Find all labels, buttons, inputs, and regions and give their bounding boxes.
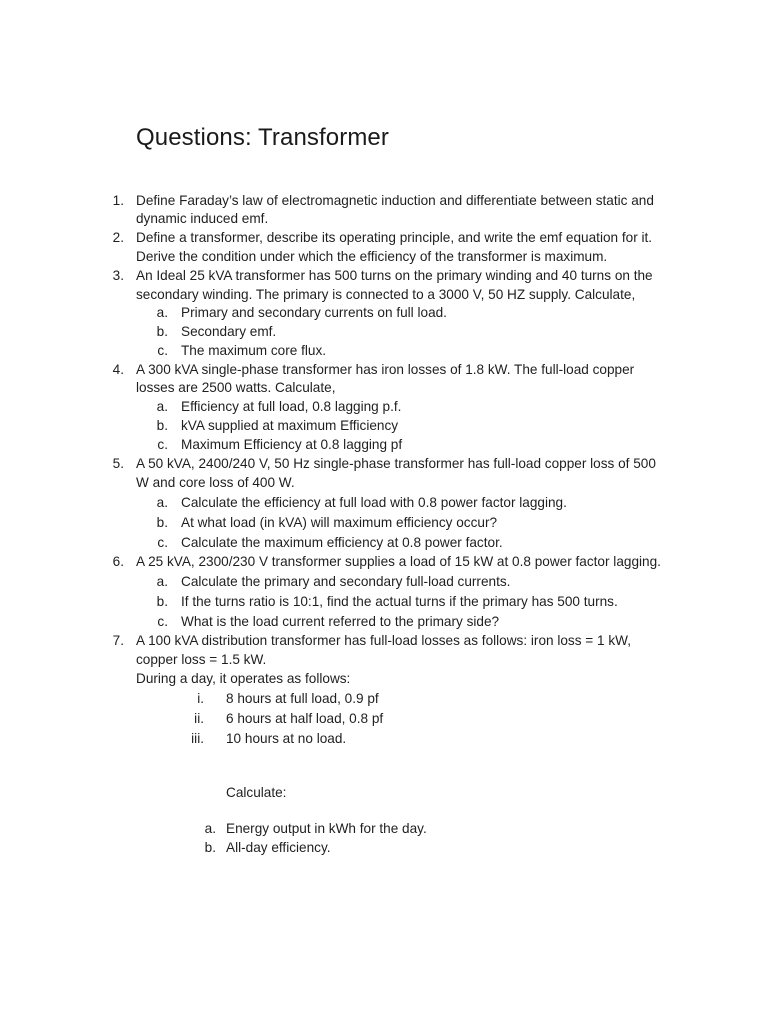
question-7-roman-iii-label: iii. <box>191 731 204 746</box>
question-4-sub-c-text: Maximum Efficiency at 0.8 lagging pf <box>181 437 403 452</box>
question-1-line-1: Define Faraday’s law of electromagnetic induction and differentiate between static and <box>136 193 654 208</box>
question-6-sub-a-text: Calculate the primary and secondary full-load currents. <box>181 574 511 589</box>
question-3-sub-a-text: Primary and secondary currents on full load. <box>181 305 447 320</box>
page-title: Questions: Transformer <box>136 124 389 151</box>
question-5-number: 5. <box>112 456 124 471</box>
question-2-number: 2. <box>112 230 124 245</box>
question-7-roman-i-label: i. <box>197 691 204 706</box>
question-6-number: 6. <box>112 554 124 569</box>
question-4-sub-b-label: b. <box>156 418 168 433</box>
question-6-sub-b-text: If the turns ratio is 10:1, find the actual turns if the primary has 500 turns. <box>181 594 618 609</box>
question-7-line-3: During a day, it operates as follows: <box>136 671 351 686</box>
question-6-sub-a-label: a. <box>156 574 168 589</box>
question-7-roman-ii-label: ii. <box>194 711 204 726</box>
question-1-line-2: dynamic induced emf. <box>136 211 269 226</box>
question-2-line-1: Define a transformer, describe its operating principle, and write the emf equation for it. <box>136 230 653 245</box>
question-4-sub-a-text: Efficiency at full load, 0.8 lagging p.f. <box>181 399 402 414</box>
question-3-sub-c-label: c. <box>157 343 168 358</box>
question-6-sub-c-label: c. <box>157 614 168 629</box>
question-3-number: 3. <box>112 268 124 283</box>
question-4-line-1: A 300 kVA single-phase transformer has iron losses of 1.8 kW. The full-load copper <box>136 362 635 377</box>
question-4-sub-c-label: c. <box>157 437 168 452</box>
question-5-line-2: W and core loss of 400 W. <box>136 475 295 490</box>
question-5-sub-c-text: Calculate the maximum efficiency at 0.8 power factor. <box>181 535 503 550</box>
question-7-sub-b-label: b. <box>204 840 216 855</box>
question-6-sub-c-text: What is the load current referred to the primary side? <box>181 614 500 629</box>
question-7-sub-a-text: Energy output in kWh for the day. <box>226 821 427 836</box>
question-5-sub-a-label: a. <box>156 495 168 510</box>
question-7-line-2: copper loss = 1.5 kW. <box>136 652 267 667</box>
question-1-number: 1. <box>112 193 124 208</box>
question-7-line-1: A 100 kVA distribution transformer has full-load losses as follows: iron loss = 1 kW, <box>136 633 632 648</box>
question-7-number: 7. <box>112 633 124 648</box>
question-2-line-2: Derive the condition under which the efficiency of the transformer is maximum. <box>136 249 608 264</box>
question-5-sub-b-label: b. <box>156 515 168 530</box>
question-4-line-2: losses are 2500 watts. Calculate, <box>136 380 336 395</box>
question-3-sub-b-text: Secondary emf. <box>181 324 277 339</box>
question-5-sub-a-text: Calculate the efficiency at full load with 0.8 power factor lagging. <box>181 495 567 510</box>
question-5-sub-b-text: At what load (in kVA) will maximum efficiency occur? <box>181 515 498 530</box>
question-6-sub-b-label: b. <box>156 594 168 609</box>
question-6-line-1: A 25 kVA, 2300/230 V transformer supplies a load of 15 kW at 0.8 power factor lagging. <box>136 554 661 569</box>
question-3-line-1: An Ideal 25 kVA transformer has 500 turns on the primary winding and 40 turns on the <box>136 268 653 283</box>
question-3-line-2: secondary winding. The primary is connected to a 3000 V, 50 HZ supply. Calculate, <box>136 287 636 302</box>
question-5-sub-c-label: c. <box>157 535 168 550</box>
question-3-sub-a-label: a. <box>156 305 168 320</box>
question-7-roman-i-text: 8 hours at full load, 0.9 pf <box>226 691 379 706</box>
question-4-number: 4. <box>112 362 124 377</box>
question-3-sub-c-text: The maximum core flux. <box>181 343 327 358</box>
question-7-calculate-label: Calculate: <box>226 785 287 800</box>
question-4-sub-b-text: kVA supplied at maximum Efficiency <box>181 418 399 433</box>
question-7-sub-a-label: a. <box>204 821 216 836</box>
question-4-sub-a-label: a. <box>156 399 168 414</box>
question-5-line-1: A 50 kVA, 2400/240 V, 50 Hz single-phase transformer has full-load copper loss of 500 <box>136 456 656 471</box>
question-7-sub-b-text: All-day efficiency. <box>226 840 331 855</box>
question-3-sub-b-label: b. <box>156 324 168 339</box>
question-7-roman-ii-text: 6 hours at half load, 0.8 pf <box>226 711 384 726</box>
question-7-roman-iii-text: 10 hours at no load. <box>226 731 347 746</box>
